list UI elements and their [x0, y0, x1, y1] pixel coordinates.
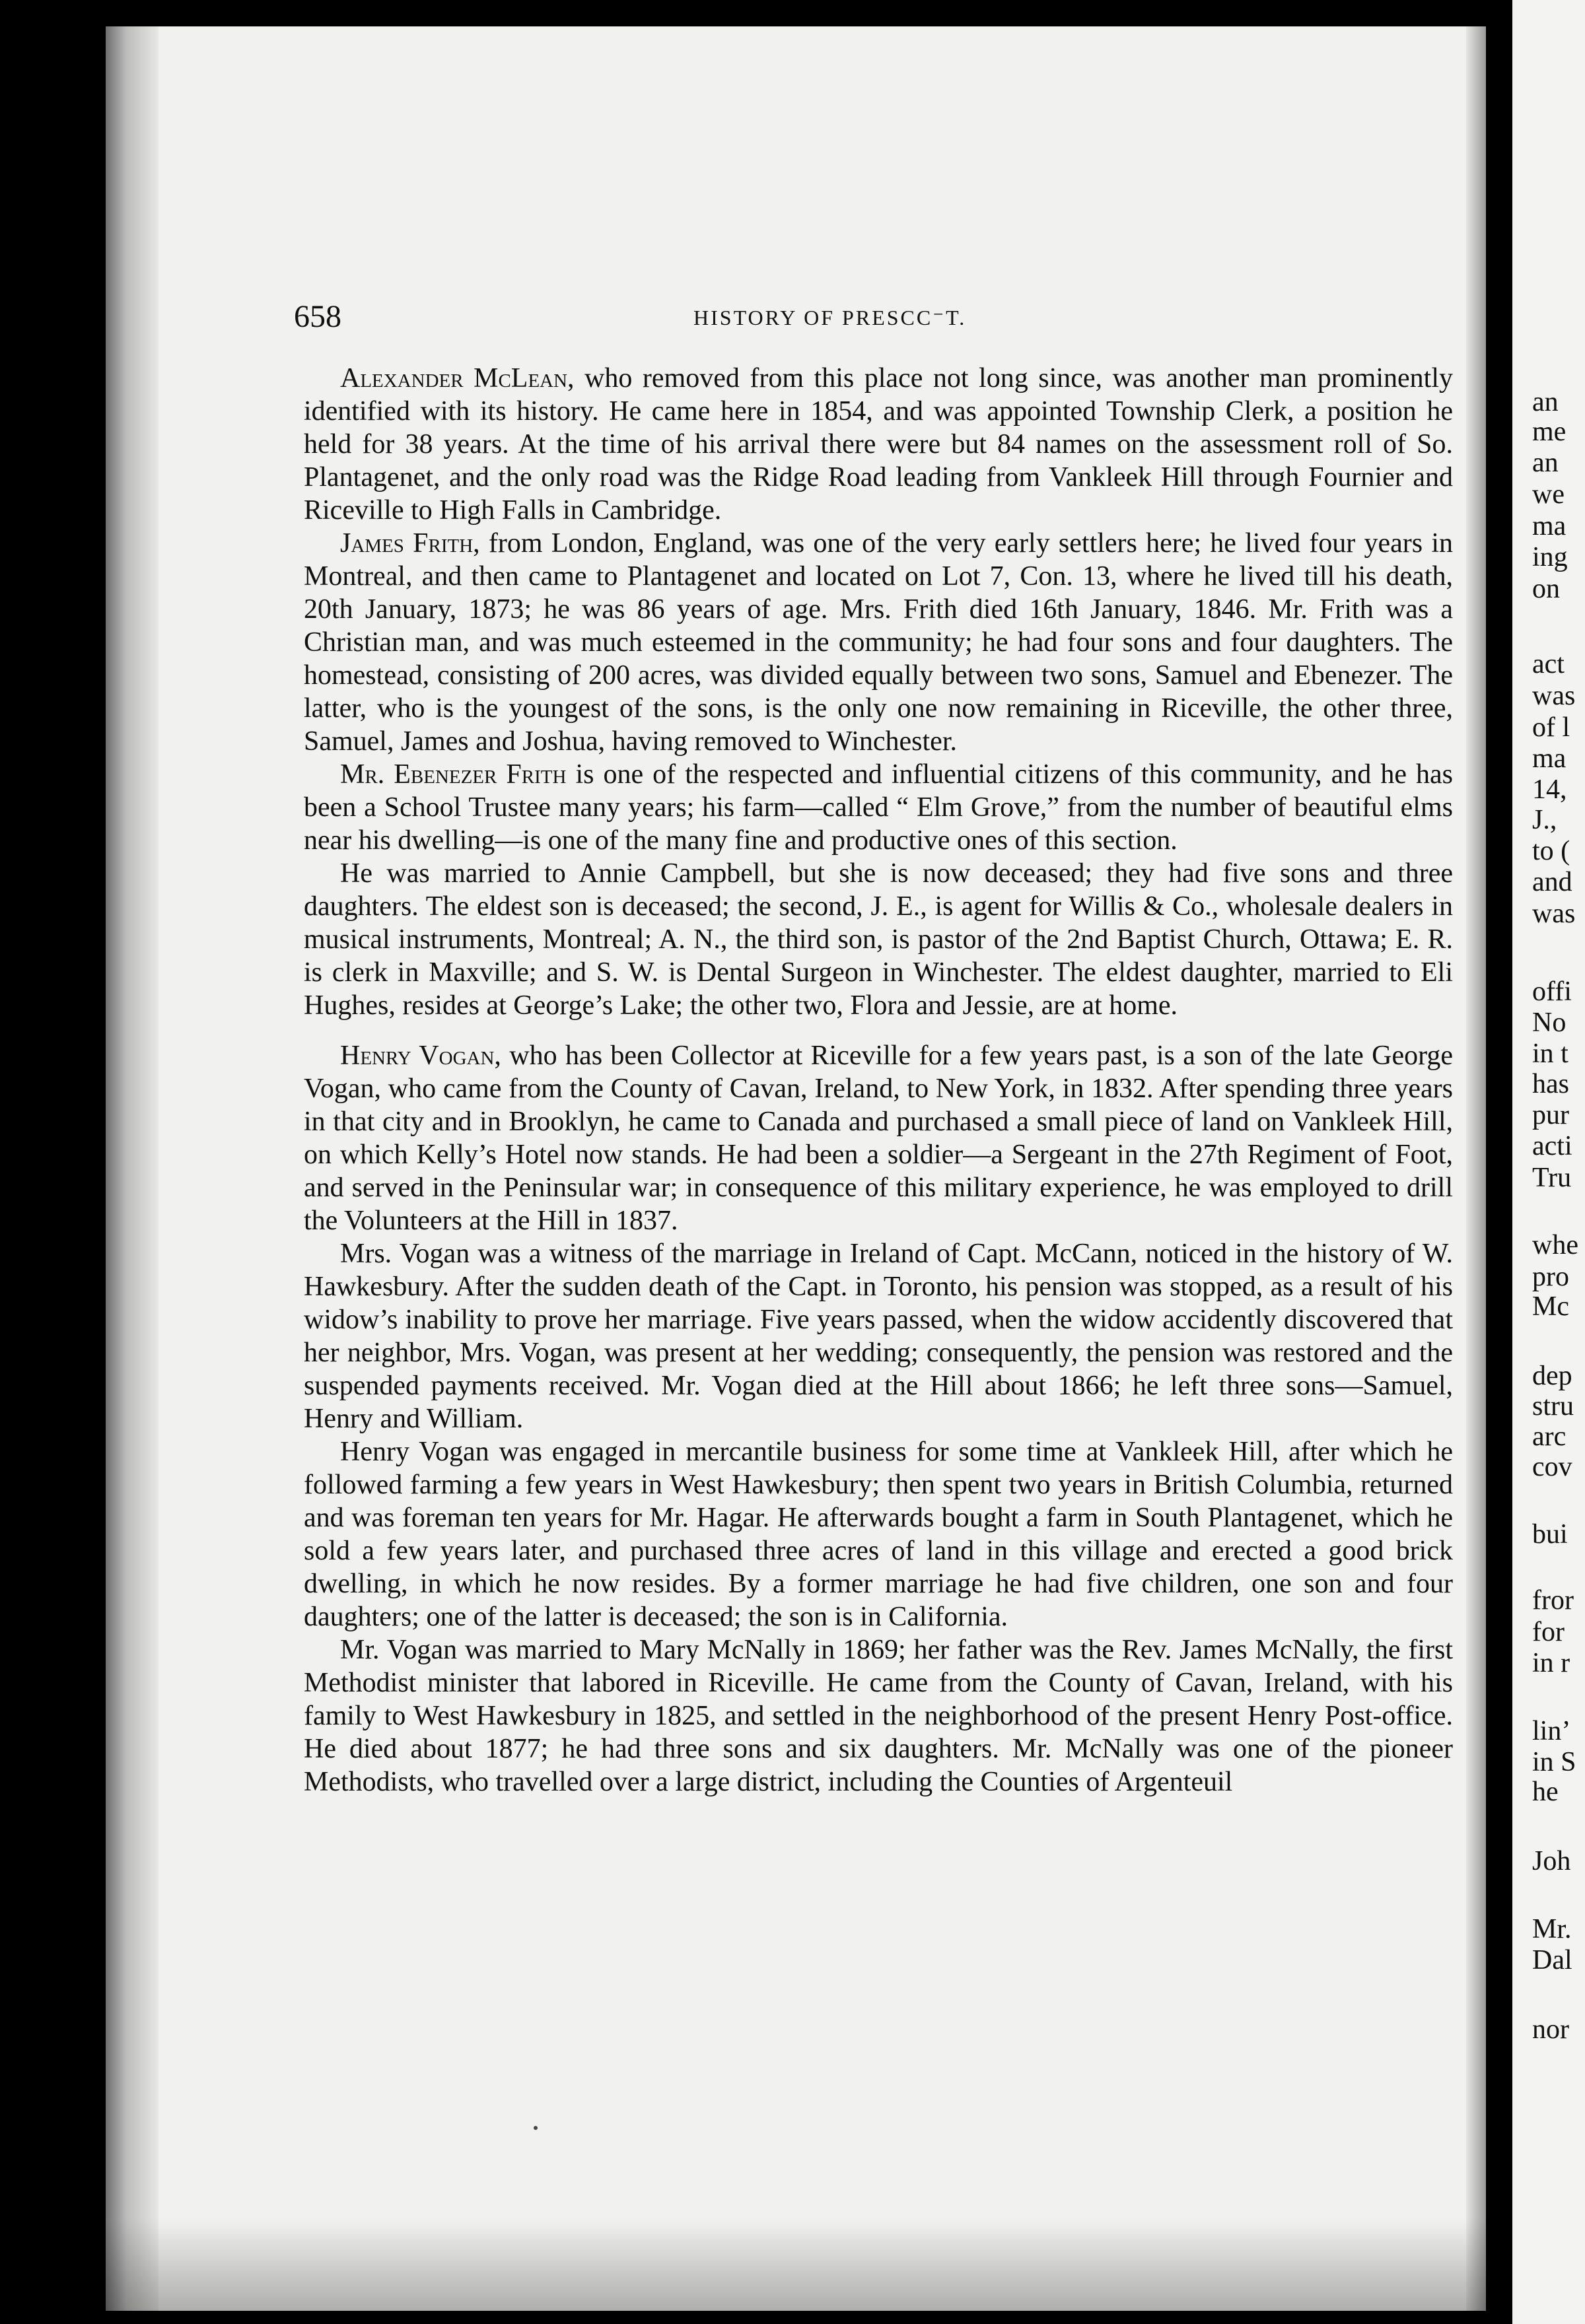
- adjacent-page-fragment: Mr.: [1532, 1914, 1572, 1944]
- adjacent-page-fragment: was: [1532, 681, 1576, 711]
- page-binding-shadow: [106, 26, 158, 2311]
- adjacent-page-fragment: an: [1532, 387, 1559, 417]
- paragraph-text: who has been Collector at Riceville for a few years past, is a son of the late George Vogan, who came from the County of Cavan, Ireland, to New York, in 1832. After spending three years in that city and in Brooklyn, he came to Canada and purchased a small piece of land on Vankleek Hill, on which Kelly’s Hotel now stands. He had been a soldier—a Sergeant in the 27th Regiment of Foot, and served in the Peninsular war; in consequence of this military experience, he was employed to drill the Volunteers at the Hill in 1837.: [304, 1041, 1453, 1236]
- adjacent-page-fragment: ing: [1532, 542, 1568, 572]
- paragraph: [304, 527, 1453, 758]
- adjacent-page-fragment: in S: [1532, 1747, 1576, 1777]
- adjacent-page-fragment: me: [1532, 417, 1567, 447]
- page-bottom-shadow: [106, 2218, 1486, 2311]
- paragraph: [304, 1435, 1453, 1633]
- adjacent-page-fragment: act: [1532, 649, 1565, 679]
- adjacent-page-fragment: has: [1532, 1069, 1569, 1099]
- adjacent-page-fragment: and: [1532, 867, 1572, 897]
- adjacent-page-fragment: an: [1532, 448, 1559, 478]
- adjacent-page-fragment: 14,: [1532, 774, 1567, 805]
- body-text: [304, 362, 1453, 1798]
- adjacent-page-fragment: to (: [1532, 836, 1570, 866]
- paragraph: [304, 1039, 1453, 1237]
- adjacent-page-fragment: ma: [1532, 511, 1567, 541]
- paragraph-text: who removed from this place not long since, was another man prominently identified with its history. He came here in 1854, and was appointed Township Clerk, a position he held for 38 years. At the time of his arrival there were but 84 names on the assessment roll of So. Plantagenet, and the only road was the Ridge Road leading from Vankleek Hill through Fournier and Riceville to High Falls in Cambridge.: [304, 363, 1454, 526]
- adjacent-page-fragment: pro: [1532, 1262, 1569, 1292]
- adjacent-page-fragment: of l: [1532, 712, 1570, 743]
- adjacent-page-fragment: acti: [1532, 1131, 1572, 1161]
- adjacent-page-fragment: he: [1532, 1777, 1559, 1807]
- adjacent-page-fragment: fror: [1532, 1585, 1574, 1616]
- paragraph-text: from London, England, was one of the very early settlers here; he lived four years in Montreal, and then came to Plantagenet and located on Lot 7, Con. 13, where he lived till his death, 20th January, 1873; he was 86 years of age. Mrs. Frith died 16th January, 1846. Mr. Frith was a Christian man, and was much esteemed in the community; he had four sons and four daughters. The homestead, consisting of 200 acres, was divided equally between two sons, Samuel and Ebenezer. The latter, who is the youngest of the sons, is the only one now remaining in Riceville, the other three, Samuel, James and Joshua, having removed to Winchester.: [304, 528, 1453, 757]
- adjacent-page-fragment: for: [1532, 1617, 1565, 1647]
- adjacent-page-fragment: on: [1532, 574, 1560, 604]
- running-head: HISTORY OF PRESCC⁻T.: [693, 306, 967, 329]
- paragraph: [304, 1633, 1453, 1798]
- adjacent-page-fragment: Mc: [1532, 1291, 1569, 1322]
- adjacent-page-fragment: ma: [1532, 743, 1567, 774]
- print-speck: [534, 2126, 538, 2130]
- adjacent-page-fragment: in r: [1532, 1648, 1570, 1678]
- paragraph-lead-name: Alexander McLean,: [340, 363, 575, 393]
- adjacent-page-fragment: arc: [1532, 1421, 1567, 1452]
- adjacent-page-fragment: J.,: [1532, 805, 1557, 835]
- adjacent-page-fragment: whe: [1532, 1230, 1578, 1260]
- adjacent-page-fragment: pur: [1532, 1100, 1569, 1130]
- adjacent-page-fragment: in t: [1532, 1039, 1568, 1069]
- paragraph-text: is one of the respected and influential citizens of this community, and he has been a School Trustee many years; his farm—called “ Elm Grove,” from the number of beautiful elms near his dwelling—is one of the many fine and productive ones of this section.: [304, 759, 1453, 856]
- adjacent-page-fragment: Dal: [1532, 1945, 1572, 1975]
- paragraph-lead-name: Henry Vogan,: [340, 1041, 501, 1071]
- adjacent-page-fragment: nor: [1532, 2014, 1569, 2045]
- adjacent-page-fragment: was: [1532, 899, 1576, 929]
- adjacent-page-fragment: lin’: [1532, 1716, 1571, 1746]
- page-edge-shadow: [1466, 26, 1486, 2311]
- adjacent-page-fragment: offi: [1532, 976, 1572, 1007]
- adjacent-page: [1512, 0, 1585, 2324]
- adjacent-page-fragment: cov: [1532, 1452, 1572, 1482]
- paragraph: [304, 1237, 1453, 1435]
- adjacent-page-fragment: Tru: [1532, 1163, 1572, 1193]
- paragraph: [304, 857, 1453, 1022]
- paragraph: [304, 362, 1453, 527]
- adjacent-page-fragment: dep: [1532, 1361, 1572, 1391]
- paragraph-text: Mr. Vogan was married to Mary McNally in 1869; her father was the Rev. James McNally, the first Methodist minister that labored in Riceville. He came from the County of Cavan, Ireland, with his family to West Hawkesbury in 1825, and settled in the neighborhood of the present Henry Post-office. He died about 1877; he had three sons and six daughters. Mr. McNally was one of the pioneer Methodists, who travelled over a large district, including the Counties of Argenteuil: [304, 1635, 1453, 1797]
- paragraph-text: Mrs. Vogan was a witness of the marriage in Ireland of Capt. McCann, noticed in the history of W. Hawkesbury. After the sudden death of the Capt. in Toronto, his pension was stopped, as a result of his widow’s inability to prove her marriage. Five years passed, when the widow accidently discovered that her neighbor, Mrs. Vogan, was present at her wedding; consequently, the pension was restored and the suspended payments received. Mr. Vogan died at the Hill about 1866; he left three sons—Samuel, Henry and William.: [304, 1239, 1453, 1434]
- adjacent-page-fragment: stru: [1532, 1391, 1574, 1421]
- paragraph-text: Henry Vogan was engaged in mercantile business for some time at Vankleek Hill, after which he followed farming a few years in West Hawkesbury; then spent two years in British Columbia, returned and was foreman ten years for Mr. Hagar. He afterwards bought a farm in South Plantagenet, which he sold a few years later, and purchased three acres of land in this village and erected a good brick dwelling, in which he now resides. By a former marriage he had five children, one son and four daughters; one of the latter is deceased; the son is in California.: [304, 1437, 1453, 1632]
- adjacent-page-fragment: Joh: [1532, 1846, 1571, 1876]
- page-number: 658: [294, 299, 341, 334]
- paragraph: [304, 758, 1453, 857]
- adjacent-page-fragment: No: [1532, 1008, 1567, 1038]
- paragraph-lead-name: James Frith,: [340, 528, 480, 559]
- paragraph-text: He was married to Annie Campbell, but she is now deceased; they had five sons and three daughters. The eldest son is deceased; the second, J. E., is agent for Willis & Co., wholesale dealers in musical instruments, Montreal; A. N., the third son, is pastor of the 2nd Baptist Church, Ottawa; E. R. is clerk in Maxville; and S. W. is Dental Surgeon in Winchester. The eldest daughter, married to Eli Hughes, resides at George’s Lake; the other two, Flora and Jessie, are at home.: [304, 858, 1453, 1021]
- adjacent-page-fragment: we: [1532, 479, 1565, 510]
- adjacent-page-fragment: bui: [1532, 1519, 1568, 1550]
- paragraph-lead-name: Mr. Ebenezer Frith: [340, 759, 567, 790]
